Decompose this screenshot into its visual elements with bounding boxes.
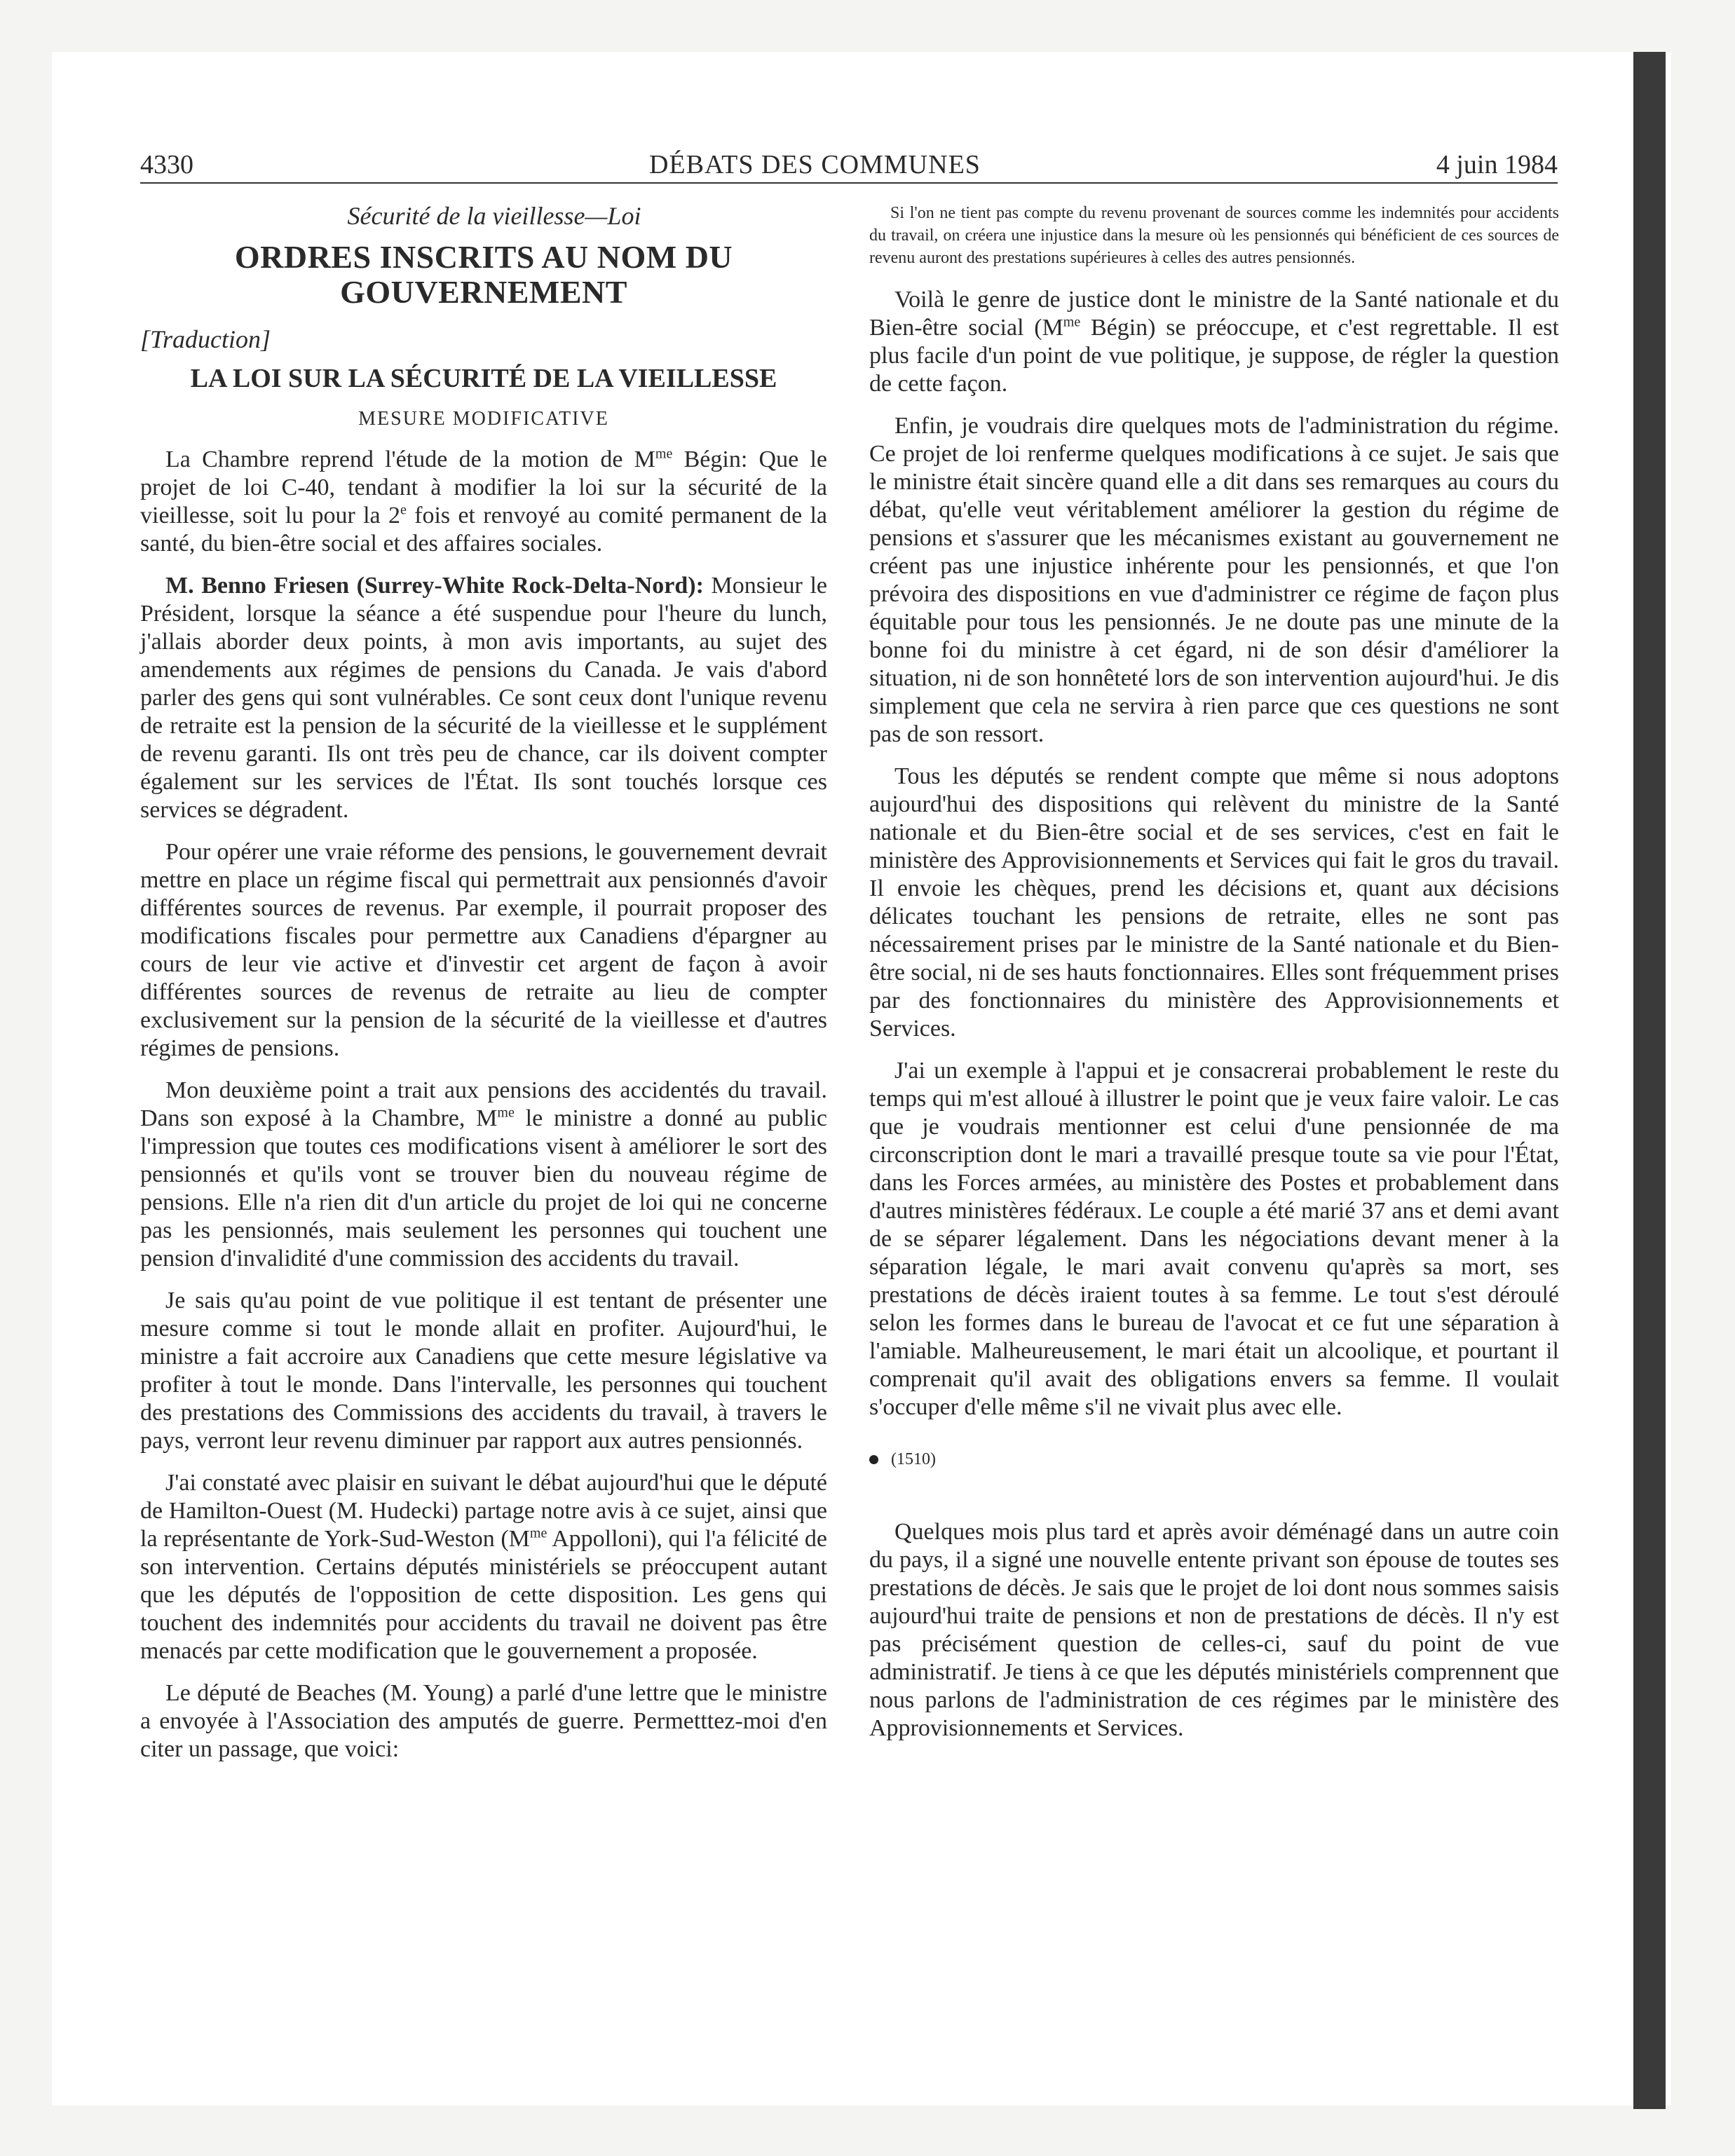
motion-paragraph: La Chambre reprend l'étude de la motion de $M^{me}$ Bégin: Que le projet de loi C-40, tendant à modifier la loi sur la sécurité de la vieillesse, soit lu pour la 2e fois et renvoyé au comité permanent de la santé, du bien-être social et des affaires sociales. bbox=[140, 446, 827, 557]
speech-paragraph: Le député de Beaches (M. Young) a parlé d'une lettre que le ministre a envoyée à l'Association des amputés de guerre. Permetttez-moi d'en citer un passage, que voici: bbox=[140, 1680, 827, 1762]
speech-paragraph: Je sais qu'au point de vue politique il est tentant de présenter une mesure comme si tout le monde allait en profiter. Aujourd'hui, le ministre a fait accroire aux Canadiens que cette mesure législative va profiter à tout le monde. Dans l'intervalle, les personnes qui touchent des prestations des Commissions des accidents du travail, à travers le pays, verront leur revenu diminuer par rapport aux autres pensionnés. bbox=[140, 1288, 827, 1454]
speech-paragraph: Enfin, je voudrais dire quelques mots de l'administration du régime. Ce projet de loi renferme quelques modifications à ce sujet. Je sais que le ministre était sincère quand elle a dit dans ses remarques au cours du débat, qu'elle veut véritablement améliorer la gestion du régime de pensions et s'assurer que les mécanismes existant au gouvernement ne créent pas une injustice inhérente pour les pensionnés, et que l'on prévoira des dispositions en vue d'administrer ce régime de façon plus équitable pour tous les pensionnés. Je ne doute pas une minute de la bonne foi du ministre à cet égard, ni de son désir d'améliorer la situation, ni de son honnêteté lors de son intervention aujourd'hui. Je dis simplement que cela ne servira à rien parce que ces questions ne sont pas de son ressort. bbox=[869, 413, 1559, 747]
right-column bbox=[869, 202, 1559, 1756]
section-heading: ORDRES INSCRITS AU NOM DU GOUVERNEMENT bbox=[234, 239, 733, 310]
speech-paragraph: M. Benno Friesen (Surrey-White Rock-Delta-Nord): Monsieur le Président, lorsque la séance a été suspendue pour l'heure du lunch, j'allais aborder deux points, à mon avis importants, au sujet des amendements aux régimes de pensions du Canada. Je vais d'abord parler des gens qui sont vulnérables. Ce sont ceux dont l'unique revenu de retraite est la pension de la sécurité de la vieillesse et le supplément de revenu garanti. Ils ont très peu de chance, car ils doivent compter également sur les services de l'État. Ils sont touchés lorsque ces services se dégradent. bbox=[140, 573, 827, 823]
page-number: 4330 bbox=[140, 150, 193, 179]
quoted-passage: Si l'on ne tient pas compte du revenu provenant de sources comme les indemnités pour accidents du travail, on créera une injustice dans la mesure où les pensionnés qui bénéficient de ces sources de revenu auront des prestations supérieures à celles des autres pensionnés. bbox=[869, 204, 1559, 267]
speech-paragraph: J'ai constaté avec plaisir en suivant le débat aujourd'hui que le député de Hamilton-Ouest (M. Hudecki) partage notre avis à ce sujet, ainsi que la représentante de York-Sud-Weston ($M^{me}$ Appolloni), qui l'a félicité de son intervention. Certains députés ministériels se préoccupent autant que les députés de l'opposition de cette disposition. Les gens qui touchent des indemnités pour accidents du travail ne doivent pas être menacés par cette modification que le gouvernement a proposée. bbox=[140, 1470, 828, 1664]
subject-line: Sécurité de la vieillesse—Loi bbox=[347, 202, 641, 230]
scan-edge bbox=[1633, 52, 1666, 2109]
speaker-name: M. Benno Friesen (Surrey-White Rock-Delta-Nord): bbox=[165, 573, 704, 599]
publication-title: DÉBATS DES COMMUNES bbox=[648, 150, 981, 179]
running-head bbox=[140, 149, 1558, 184]
issue-date: 4 juin 1984 bbox=[1436, 150, 1558, 179]
left-column bbox=[140, 202, 827, 1778]
bill-heading: LA LOI SUR LA SÉCURITÉ DE LA VIEILLESSE bbox=[190, 364, 777, 393]
time-marker-label: (1510) bbox=[891, 1450, 936, 1468]
measure-subheading: MESURE MODIFICATIVE bbox=[358, 408, 609, 430]
speech-paragraph: Voilà le genre de justice dont le ministre de la Santé nationale et du Bien-être social ($M^{me}$ Bégin) se préoccupe, et c'est regrettable. Il est plus facile d'un point de vue politique, je suppose, de régler la question de cette façon. bbox=[869, 287, 1559, 397]
time-marker bbox=[869, 1445, 1559, 1473]
bullet-icon bbox=[869, 1455, 878, 1464]
speech-paragraph: Mon deuxième point a trait aux pensions des accidentés du travail. Dans son exposé à la Chambre, $M^{me}$ le ministre a donné au public l'impression que toutes ces modifications visent à améliorer le sort des pensionnés et qu'ils vont se trouver bien du nouveau régime de pensions. Elle n'a rien dit d'un article du projet de loi qui ne concerne pas les pensionnés, mais seulement les personnes qui touchent une pension d'invalidité d'une commission des accidents du travail. bbox=[140, 1077, 827, 1271]
traduction-note: [Traduction] bbox=[140, 325, 271, 353]
speech-paragraph: J'ai un exemple à l'appui et je consacrerai probablement le reste du temps qui m'est alloué à illustrer le point que je veux faire valoir. Le cas que je voudrais mentionner est celui d'une pensionnée de ma circonscription dont le mari a travaillé presque toute sa vie pour l'État, dans les Forces armées, au ministère des Postes et probablement dans d'autres ministères fédéraux. Le couple a été marié 37 ans et demi avant de se séparer légalement. Dans les négociations devant mener à la séparation légale, le mari avait convenu qu'après sa mort, ses prestations de décès iraient toutes à sa femme. Le tout s'est déroulé selon les formes dans le bureau de l'avocat et ce fut une séparation à l'amiable. Malheureusement, le mari était un alcoolique, et pourtant il comprenait qu'il avait des obligations envers sa femme. Il voulait s'occuper d'elle même s'il ne vivait plus avec elle. bbox=[869, 1058, 1559, 1420]
speech-paragraph: Tous les députés se rendent compte que même si nous adoptons aujourd'hui des dispositions qui relèvent du ministre de la Santé nationale et du Bien-être social et de ses services, c'est en fait le ministère des Approvisionnements et Services qui fait le gros du travail. Il envoie les chèques, prend les décisions et, quant aux décisions délicates touchant les pensions de retraite, elles ne sont pas nécessairement prises par le ministre de la Santé nationale et du Bien-être social, ni de ses hauts fonctionnaires. Elles sont fréquemment prises par des fonctionnaires du ministère des Approvisionnements et Services. bbox=[869, 763, 1559, 1042]
speech-paragraph: Pour opérer une vraie réforme des pensions, le gouvernement devrait mettre en place un régime fiscal qui permettrait aux pensionnés d'avoir différentes sources de revenus. Par exemple, il pourrait proposer des modifications fiscales pour permettre aux Canadiens d'épargner au cours de leur vie active et d'investir cet argent de façon à avoir différentes sources de revenus de retraite au lieu de compter exclusivement sur la pension de la sécurité de la vieillesse et d'autres régimes de pensions. bbox=[140, 839, 827, 1061]
speech-paragraph: Quelques mois plus tard et après avoir déménagé dans un autre coin du pays, il a signé une nouvelle entente privant son épouse de toutes ses prestations de décès. Je sais que le projet de loi dont nous sommes saisis aujourd'hui traite de pensions et non de prestations de décès. Il n'y est pas précisément question de celles-ci, sauf du point de vue administratif. Je tiens à ce que les députés ministériels comprennent que nous parlons de l'administration de ces régimes par le ministère des Approvisionnements et Services. bbox=[869, 1519, 1559, 1741]
